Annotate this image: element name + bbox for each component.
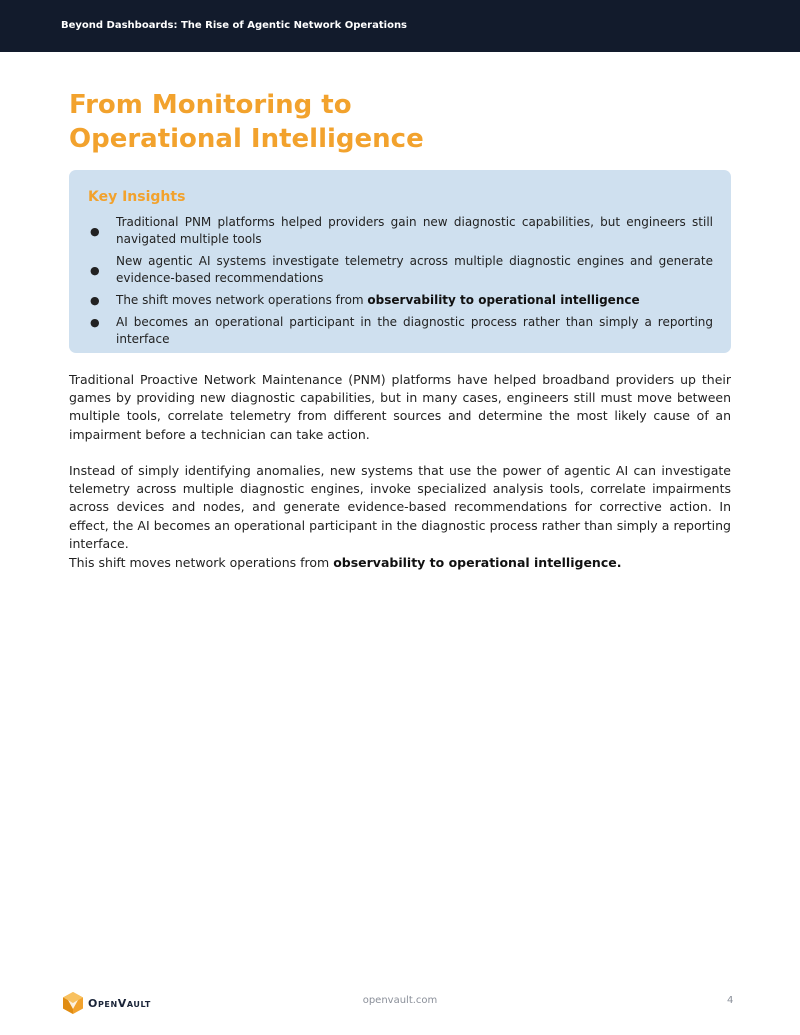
- header-bar: [0, 0, 800, 52]
- bullet-icon: ●: [90, 316, 100, 329]
- footer-url: openvault.com: [362, 995, 438, 1006]
- body-paragraph-3-text: This shift moves network operations from: [69, 555, 334, 570]
- key-insight-text: The shift moves network operations from: [116, 293, 368, 307]
- body-paragraph-3-bold: observability to operational intelligence.: [333, 555, 622, 570]
- key-insight-text: Traditional PNM platforms helped providers gain new diagnostic capabilities, but engineers still navigated multiple tools: [116, 215, 713, 246]
- key-insight-text: New agentic AI systems investigate telemetry across multiple diagnostic engines and generate evidence-based recommendations: [116, 254, 713, 285]
- bullet-icon: ●: [90, 225, 100, 238]
- openvault-logo-text: OpenVault: [88, 996, 151, 1010]
- key-insight-text: AI becomes an operational participant in the diagnostic process rather than simply a reporting interface: [116, 315, 713, 346]
- key-insight-item: [69, 253, 731, 287]
- page-title: [69, 88, 729, 156]
- header-title: Beyond Dashboards: The Rise of Agentic Network Operations: [61, 20, 408, 31]
- key-insight-item: [69, 214, 731, 248]
- key-insight-item: [69, 292, 731, 309]
- body-paragraph-2: Instead of simply identifying anomalies, new systems that use the power of agentic AI can investigate telemetry across multiple diagnostic engines, invoke specialized analysis tools, correlate impairments across devices and nodes, and generate evidence-based recommendations for corrective action. In effect, the AI becomes an operational participant in the diagnostic process rather than simply a reporting interface.: [69, 463, 731, 551]
- body-paragraph-3: [69, 554, 731, 572]
- bullet-icon: ●: [90, 294, 100, 307]
- bullet-icon: ●: [90, 264, 100, 277]
- page-number: 4: [727, 995, 734, 1006]
- key-insight-bold-text: observability to operational intelligence: [367, 293, 640, 307]
- key-insights-list: [69, 214, 731, 353]
- key-insights-box: [69, 170, 731, 353]
- page-title-line-1: From Monitoring to: [69, 90, 352, 120]
- body-paragraph-1: Traditional Proactive Network Maintenance (PNM) platforms have helped broadband providers up their games by providing new diagnostic capabilities, but in many cases, engineers still must move between multiple tools, correlate telemetry from different sources and determine the most likely cause of an impairment before a technician can take action.: [69, 372, 731, 442]
- key-insights-heading: Key Insights: [88, 189, 186, 205]
- page-title-line-2: Operational Intelligence: [69, 124, 424, 154]
- key-insight-item: [69, 314, 731, 348]
